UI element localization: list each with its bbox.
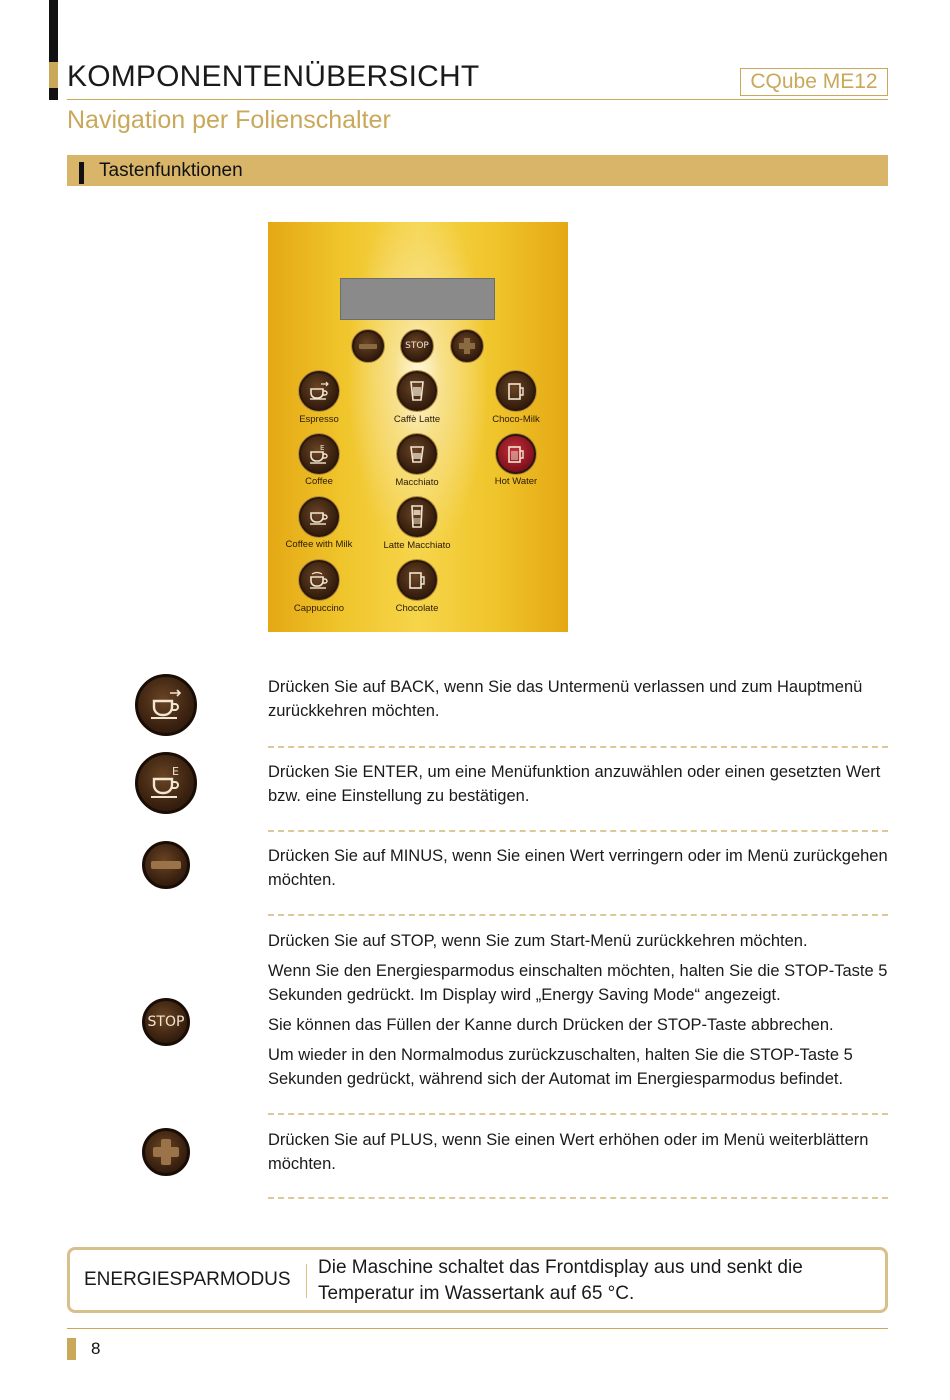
stop-description-3: Sie können das Füllen der Kanne durch Drücken der STOP-Taste abbrechen. xyxy=(268,1016,834,1034)
back-cup-icon xyxy=(307,381,331,401)
svg-text:E: E xyxy=(172,765,179,778)
minus-icon xyxy=(151,861,181,869)
enter-cup-icon xyxy=(146,765,186,801)
mug-icon xyxy=(505,380,527,402)
tall-glass-icon xyxy=(407,504,427,530)
minus-description: Drücken Sie auf MINUS, wenn Sie einen Wert verringern oder im Menü zurückgehen möchten. xyxy=(268,847,888,889)
panel-label-cappuccino: Cappuccino xyxy=(293,603,345,614)
stop-label: STOP xyxy=(147,1014,185,1030)
plus-description: Drücken Sie auf PLUS, wenn Sie einen Wert erhöhen oder im Menü weiterblättern möchten. xyxy=(268,1131,869,1173)
panel-coffee-button[interactable] xyxy=(299,434,339,474)
minus-button-icon xyxy=(142,841,190,889)
panel-cappuccino-button[interactable] xyxy=(299,560,339,600)
info-separator xyxy=(306,1264,307,1298)
energy-saving-info-box xyxy=(67,1247,888,1313)
panel-label-macchiato: Macchiato xyxy=(395,477,439,488)
panel-hot-water-button[interactable] xyxy=(496,434,536,474)
panel-label-caffe-latte: Caffè Latte xyxy=(393,414,441,425)
page-number: 8 xyxy=(91,1339,101,1358)
panel-macchiato-button[interactable] xyxy=(397,434,437,474)
cappuccino-cup-icon xyxy=(307,570,331,590)
glass-icon xyxy=(407,443,427,465)
page-title: KOMPONENTENÜBERSICHT xyxy=(67,60,480,93)
row-divider xyxy=(268,1113,888,1115)
panel-label-espresso: Espresso xyxy=(299,414,339,425)
cup-icon xyxy=(307,507,331,527)
panel-label-coffee-with-milk: Coffee with Milk xyxy=(285,539,353,550)
control-panel xyxy=(268,222,568,632)
stop-description-4: Um wieder in den Normalmodus zurückzuschalten, halten Sie die STOP-Taste 5 Sekunden gedrückt, während sich der Automat im Energiesparmodus befindet. xyxy=(268,1046,853,1088)
panel-display xyxy=(340,278,495,320)
chocolate-mug-icon xyxy=(406,569,428,591)
panel-chocolate-button[interactable] xyxy=(397,560,437,600)
plus-icon xyxy=(457,336,477,356)
header-bar-gold xyxy=(49,62,58,88)
header-bar-black xyxy=(49,0,58,62)
page-subtitle: Navigation per Folienschalter xyxy=(67,106,391,134)
plus-icon xyxy=(150,1136,182,1168)
footer-marker xyxy=(67,1338,76,1360)
model-badge: CQube ME12 xyxy=(740,68,888,96)
panel-latte-macchiato-button[interactable] xyxy=(397,497,437,537)
section-marker xyxy=(79,162,84,184)
panel-label-choco-milk: Choco-Milk xyxy=(492,414,540,425)
back-button-icon xyxy=(135,674,197,736)
latte-glass-icon xyxy=(407,379,427,403)
svg-text:E: E xyxy=(320,444,325,452)
panel-label-coffee: Coffee xyxy=(305,476,333,487)
stop-label: STOP xyxy=(405,341,429,351)
enter-cup-icon xyxy=(307,443,331,465)
row-divider xyxy=(268,830,888,832)
panel-label-chocolate: Chocolate xyxy=(395,603,439,614)
back-description: Drücken Sie auf BACK, wenn Sie das Untermenü verlassen und zum Hauptmenü zurückkehren möchten. xyxy=(268,678,863,720)
enter-button-icon xyxy=(135,752,197,814)
panel-caffe-latte-button[interactable] xyxy=(397,371,437,411)
panel-stop-button[interactable] xyxy=(401,330,433,362)
panel-choco-milk-button[interactable] xyxy=(496,371,536,411)
enter-description: Drücken Sie ENTER, um eine Menüfunktion anzuwählen oder einen gesetzten Wert bzw. eine Einstellung zu bestätigen. xyxy=(268,763,881,805)
panel-espresso-button[interactable] xyxy=(299,371,339,411)
row-divider xyxy=(268,746,888,748)
panel-coffee-with-milk-button[interactable] xyxy=(299,497,339,537)
stop-description-2: Wenn Sie den Energiesparmodus einschalten möchten, halten Sie die STOP-Taste 5 Sekunden gedrückt. Im Display wird „Energy Saving Mode“ angezeigt. xyxy=(268,962,888,1004)
info-key: ENERGIESPARMODUS xyxy=(84,1269,291,1290)
back-cup-icon xyxy=(146,688,186,722)
minus-icon xyxy=(359,344,377,349)
footer-divider xyxy=(67,1328,888,1329)
plus-button-icon xyxy=(142,1128,190,1176)
row-divider xyxy=(268,914,888,916)
stop-description-1: Drücken Sie auf STOP, wenn Sie zum Start-Menü zurückkehren möchten. xyxy=(268,932,808,950)
title-divider xyxy=(67,99,888,100)
panel-minus-button[interactable] xyxy=(352,330,384,362)
panel-label-latte-macchiato: Latte Macchiato xyxy=(383,540,451,551)
stop-button-icon xyxy=(142,998,190,1046)
panel-label-hot-water: Hot Water xyxy=(494,476,538,487)
section-title: Tastenfunktionen xyxy=(99,160,243,181)
hot-water-icon xyxy=(505,443,527,465)
row-divider xyxy=(268,1197,888,1199)
section-header xyxy=(67,155,888,186)
panel-plus-button[interactable] xyxy=(451,330,483,362)
info-value: Die Maschine schaltet das Frontdisplay aus und senkt die Temperatur im Wassertank auf 65 °C. xyxy=(318,1257,803,1304)
header-bar-black-bottom xyxy=(49,88,58,100)
